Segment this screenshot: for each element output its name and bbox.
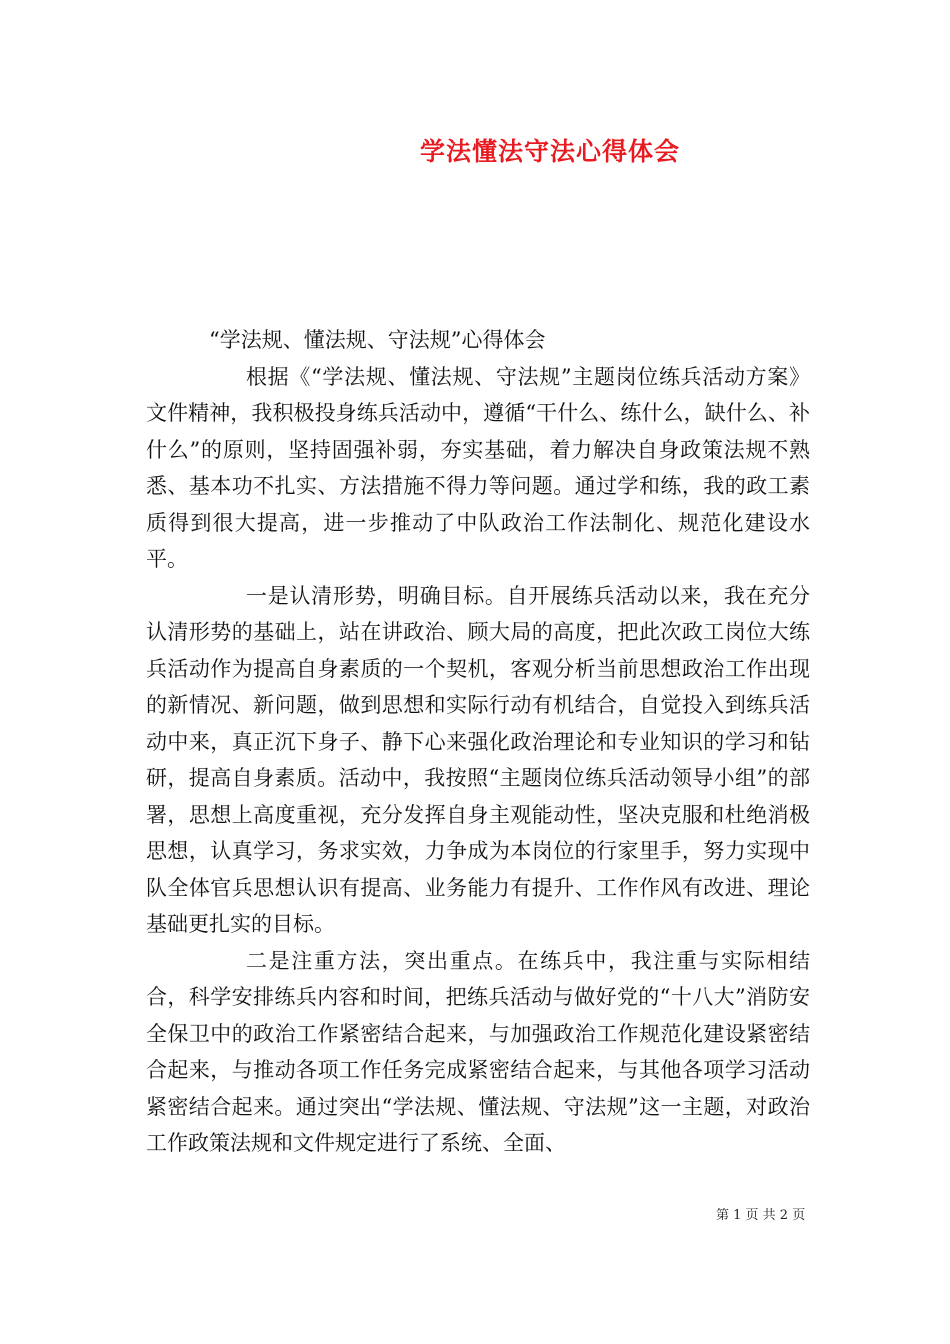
document-title: 学法懂法守法心得体会 bbox=[419, 137, 680, 166]
document-body bbox=[146, 322, 810, 1162]
paragraph-point-one: 一是认清形势，明确目标。自开展练兵活动以来，我在充分认清形势的基础上，站在讲政治、顾大局的高度，把此次政工岗位大练兵活动作为提高自身素质的一个契机，客观分析当前思想政治工作出现的新情况、新问题，做到思想和实际行动有机结合，自觉投入到练兵活动中来，真正沉下身子、静下心来强化政治理论和专业知识的学习和钻研，提高自身素质。活动中，我按照“主题岗位练兵活动领导小组”的部署，思想上高度重视，充分发挥自身主观能动性，坚决克服和杜绝消极思想，认真学习，务求实效，力争成为本岗位的行家里手，努力实现中队全体官兵思想认识有提高、业务能力有提升、工作作风有改进、理论基础更扎实的目标。 bbox=[146, 583, 810, 936]
paragraph-intro: 根据《“学法规、懂法规、守法规”主题岗位练兵活动方案》文件精神，我积极投身练兵活动中，遵循“干什么、练什么，缺什么、补什么”的原则，坚持固强补弱，夯实基础，着力解决自身政策法规不熟悉、基本功不扎实、方法措施不得力等问题。通过学和练，我的政工素质得到很大提高，进一步推动了中队政治工作法制化、规范化建设水平。 bbox=[146, 364, 810, 571]
document-subtitle: “学法规、懂法规、守法规”心得体会 bbox=[209, 328, 546, 352]
paragraph-point-two: 二是注重方法，突出重点。在练兵中，我注重与实际相结合，科学安排练兵内容和时间，把练兵活动与做好党的“十八大”消防安全保卫中的政治工作紧密结合起来，与加强政治工作规范化建设紧密结合起来，与推动各项工作任务完成紧密结合起来，与其他各项学习活动紧密结合起来。通过突出“学法规、懂法规、守法规”这一主题，对政治工作政策法规和文件规定进行了系统、全面、 bbox=[146, 948, 810, 1155]
page-number: 第 1 页 共 2 页 bbox=[716, 1208, 806, 1223]
